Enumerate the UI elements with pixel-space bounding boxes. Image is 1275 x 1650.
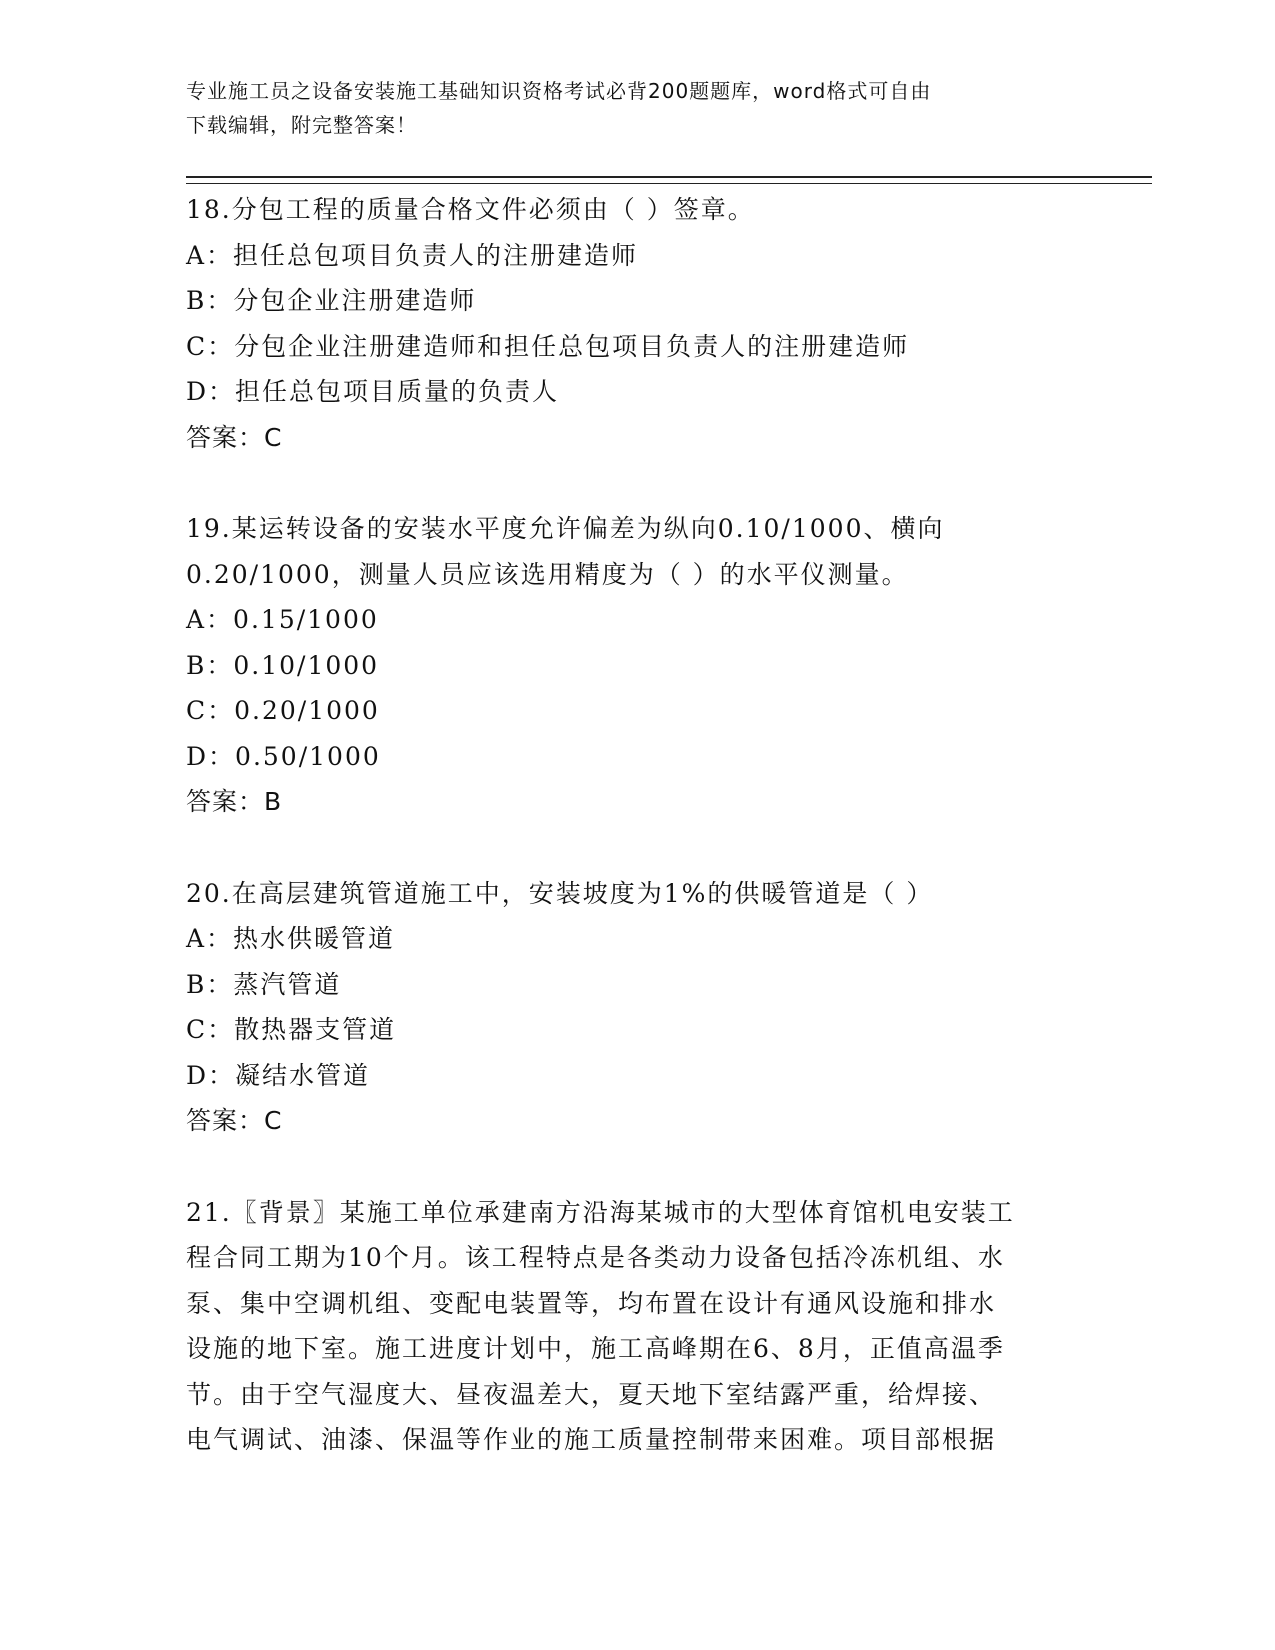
answer: 答案：C bbox=[186, 1106, 283, 1135]
question-21-line-5: 节。由于空气湿度大、昼夜温差大，夏天地下室结露严重，给焊接、 bbox=[186, 1379, 997, 1409]
question-stem-line-1: 19.某运转设备的安装水平度允许偏差为纵向0.10/1000、横向 bbox=[186, 514, 945, 543]
option-c: C：分包企业注册建造师和担任总包项目负责人的注册建造师 bbox=[186, 331, 910, 361]
option-d: D：担任总包项目质量的负责人 bbox=[186, 377, 560, 406]
question-stem: 18.分包工程的质量合格文件必须由（ ）签章。 bbox=[186, 195, 755, 224]
question-stem-line-2: 0.20/1000，测量人员应该选用精度为（ ）的水平仪测量。 bbox=[186, 559, 909, 589]
question-20 bbox=[186, 871, 1086, 1144]
option-b: B：分包企业注册建造师 bbox=[186, 286, 477, 315]
header-line-2: 下载编辑，附完整答案！ bbox=[186, 113, 417, 137]
question-18 bbox=[186, 187, 1086, 460]
option-d: D：0.50/1000 bbox=[186, 741, 381, 771]
option-c: C：0.20/1000 bbox=[186, 696, 380, 725]
header-line-1: 专业施工员之设备安装施工基础知识资格考试必背200题题库，word格式可自由 bbox=[186, 79, 932, 103]
question-21-line-2: 程合同工期为10个月。该工程特点是各类动力设备包括冷冻机组、水 bbox=[186, 1243, 1005, 1272]
option-d: D：凝结水管道 bbox=[186, 1060, 371, 1090]
option-a: A：担任总包项目负责人的注册建造师 bbox=[186, 240, 639, 270]
document-header bbox=[186, 74, 1066, 142]
question-21-line-1: 21.〖背景〗某施工单位承建南方沿海某城市的大型体育馆机电安装工 bbox=[186, 1197, 1015, 1227]
header-divider-thick bbox=[186, 176, 1152, 178]
question-21-line-3: 泵、集中空调机组、变配电装置等，均布置在设计有通风设施和排水 bbox=[186, 1288, 997, 1318]
question-list bbox=[186, 187, 1086, 1509]
option-c: C：散热器支管道 bbox=[186, 1015, 397, 1044]
option-b: B：蒸汽管道 bbox=[186, 969, 342, 999]
option-b: B：0.10/1000 bbox=[186, 650, 380, 680]
answer: 答案：B bbox=[186, 787, 283, 816]
answer: 答案：C bbox=[186, 422, 283, 452]
question-21-line-4: 设施的地下室。施工进度计划中，施工高峰期在6、8月，正值高温季 bbox=[186, 1334, 1005, 1363]
option-a: A：0.15/1000 bbox=[186, 605, 379, 634]
header-divider-thin bbox=[186, 183, 1152, 184]
question-19 bbox=[186, 506, 1086, 825]
question-21-line-6: 电气调试、油漆、保温等作业的施工质量控制带来困难。项目部根据 bbox=[186, 1425, 997, 1454]
question-21 bbox=[186, 1190, 1086, 1463]
option-a: A：热水供暖管道 bbox=[186, 924, 396, 953]
question-stem: 20.在高层建筑管道施工中，安装坡度为1%的供暖管道是（ ） bbox=[186, 878, 934, 908]
